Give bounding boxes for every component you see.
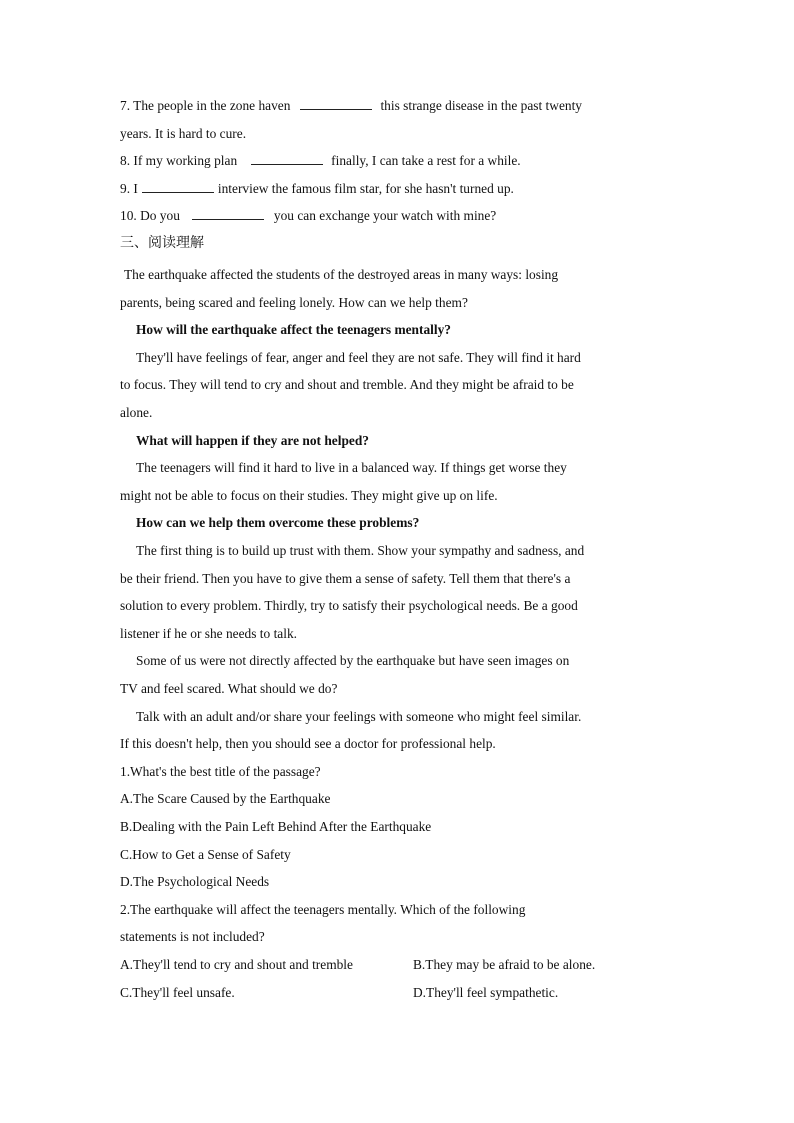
- question-7-line-2: years. It is hard to cure.: [120, 126, 247, 141]
- question-1-option-c[interactable]: C.How to Get a Sense of Safety: [120, 847, 291, 862]
- question-7-text-b: this strange disease in the past twenty: [380, 98, 582, 113]
- passage-p2-line-1: The teenagers will find it hard to live in a balanced way. If things get worse they: [136, 460, 567, 475]
- passage-p3-line-3: solution to every problem. Thirdly, try to satisfy their psychological needs. Be a good: [120, 598, 578, 613]
- answer-blank[interactable]: [251, 153, 323, 165]
- question-8-text-a: 8. If my working plan: [120, 153, 238, 168]
- question-1-option-b[interactable]: B.Dealing with the Pain Left Behind After the Earthquake: [120, 819, 432, 834]
- question-1-option-a[interactable]: A.The Scare Caused by the Earthquake: [120, 791, 331, 806]
- question-2-option-b[interactable]: B.They may be afraid to be alone.: [413, 957, 596, 972]
- question-2-option-a[interactable]: A.They'll tend to cry and shout and tremble: [120, 957, 353, 972]
- question-9: [120, 181, 514, 197]
- passage-intro-line-2: parents, being scared and feeling lonely. How can we help them?: [120, 295, 468, 310]
- passage-heading-1: How will the earthquake affect the teenagers mentally?: [136, 322, 451, 337]
- passage-heading-3: How can we help them overcome these problems?: [136, 515, 420, 530]
- passage-p4-line-2: TV and feel scared. What should we do?: [120, 681, 338, 696]
- passage-p3-line-4: listener if he or she needs to talk.: [120, 626, 298, 641]
- section-title: 三、阅读理解: [120, 235, 204, 251]
- answer-blank[interactable]: [192, 208, 264, 220]
- question-9-text-a: 9. I: [120, 181, 138, 196]
- question-1-stem: 1.What's the best title of the passage?: [120, 764, 321, 779]
- question-7-text-a: 7. The people in the zone haven: [120, 98, 291, 113]
- answer-blank[interactable]: [142, 181, 214, 193]
- passage-intro-line-1: The earthquake affected the students of the destroyed areas in many ways: losing: [124, 267, 559, 282]
- question-2-stem-line-1: 2.The earthquake will affect the teenagers mentally. Which of the following: [120, 902, 526, 917]
- question-10: [120, 208, 496, 224]
- question-2-option-d[interactable]: D.They'll feel sympathetic.: [413, 985, 559, 1000]
- question-10-text-b: you can exchange your watch with mine?: [273, 208, 497, 223]
- question-8-text-b: finally, I can take a rest for a while.: [331, 153, 521, 168]
- question-9-text-b: interview the famous film star, for she hasn't turned up.: [217, 181, 514, 196]
- passage-heading-2: What will happen if they are not helped?: [136, 433, 369, 448]
- question-2-stem-line-2: statements is not included?: [120, 929, 265, 944]
- passage-p1-line-1: They'll have feelings of fear, anger and feel they are not safe. They will find it hard: [136, 350, 581, 365]
- answer-blank[interactable]: [300, 98, 372, 110]
- question-7-line-1: [120, 98, 582, 114]
- passage-p3-line-2: be their friend. Then you have to give them a sense of safety. Tell them that there's a: [120, 571, 571, 586]
- passage-p5-line-1: Talk with an adult and/or share your feelings with someone who might feel similar.: [136, 709, 582, 724]
- passage-p2-line-2: might not be able to focus on their studies. They might give up on life.: [120, 488, 498, 503]
- question-10-text-a: 10. Do you: [120, 208, 180, 223]
- question-8: [120, 153, 521, 169]
- passage-p1-line-3: alone.: [120, 405, 153, 420]
- question-1-option-d[interactable]: D.The Psychological Needs: [120, 874, 270, 889]
- passage-p4-line-1: Some of us were not directly affected by the earthquake but have seen images on: [136, 653, 570, 668]
- passage-p5-line-2: If this doesn't help, then you should see a doctor for professional help.: [120, 736, 496, 751]
- question-2-option-c[interactable]: C.They'll feel unsafe.: [120, 985, 235, 1000]
- passage-p3-line-1: The first thing is to build up trust with them. Show your sympathy and sadness, and: [136, 543, 585, 558]
- passage-p1-line-2: to focus. They will tend to cry and shout and tremble. And they might be afraid to be: [120, 377, 574, 392]
